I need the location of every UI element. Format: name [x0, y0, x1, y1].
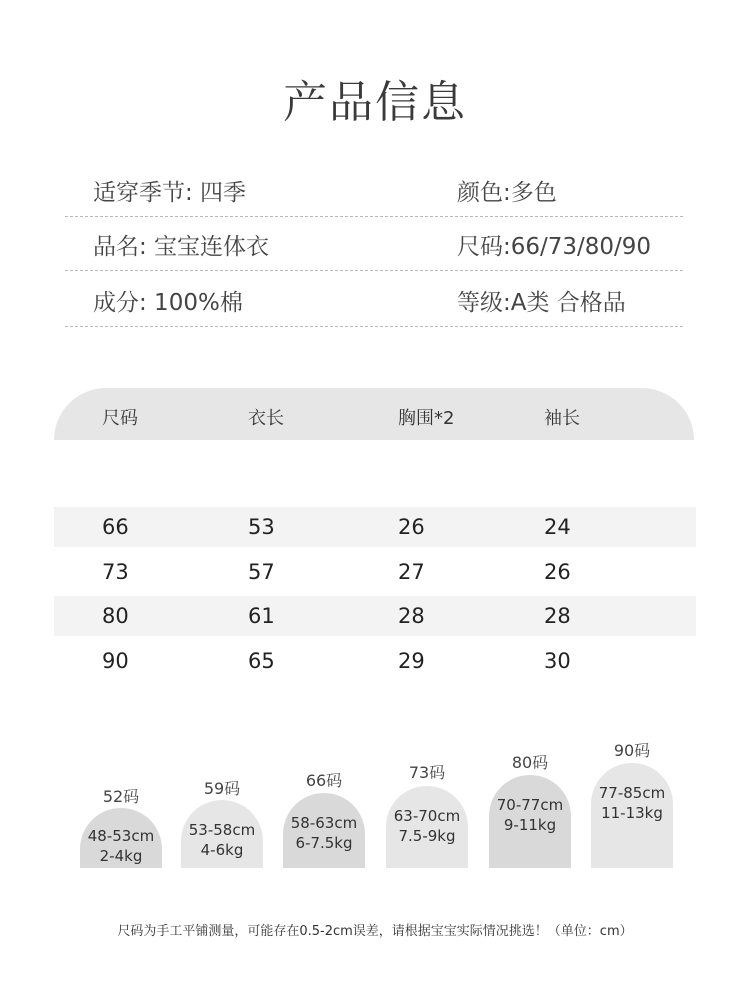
size-dome [80, 808, 162, 868]
table-cell: 65 [248, 649, 275, 673]
size-label: 52码 [102, 787, 140, 806]
table-cell: 26 [398, 515, 425, 539]
size-dome [386, 786, 468, 868]
table-cell: 28 [398, 604, 425, 628]
size-label: 80码 [511, 753, 549, 772]
header-chest: 胸围*2 [398, 408, 455, 429]
header-length: 衣长 [248, 408, 284, 429]
page-title: 产品信息 [283, 77, 467, 128]
table-cell: 27 [398, 560, 425, 584]
info-season: 适穿季节: 四季 [93, 180, 247, 206]
table-row [54, 641, 696, 681]
size-height: 53-58cm [188, 821, 256, 839]
size-height: 70-77cm [496, 796, 564, 814]
size-weight: 2-4kg [99, 847, 143, 865]
table-cell: 61 [248, 604, 275, 628]
info-sizes: 尺码:66/73/80/90 [457, 234, 652, 260]
size-weight: 11-13kg [601, 804, 663, 822]
table-cell: 24 [544, 515, 571, 539]
table-cell: 28 [544, 604, 571, 628]
table-cell: 53 [248, 515, 275, 539]
size-weight: 9-11kg [503, 816, 557, 834]
size-height: 58-63cm [290, 814, 358, 832]
header-size: 尺码 [102, 408, 138, 429]
size-dome [181, 800, 263, 868]
table-cell: 66 [102, 515, 129, 539]
table-cell: 80 [102, 604, 129, 628]
size-height: 77-85cm [598, 784, 666, 802]
info-color: 颜色:多色 [457, 180, 557, 206]
info-row-season [65, 168, 683, 217]
size-table-header [54, 388, 694, 440]
size-label: 73码 [408, 763, 446, 782]
info-grade: 等级:A类 合格品 [457, 290, 626, 316]
size-dome [591, 763, 673, 868]
size-label: 66码 [305, 771, 343, 790]
table-cell: 29 [398, 649, 425, 673]
size-weight: 7.5-9kg [398, 827, 456, 845]
table-cell: 57 [248, 560, 275, 584]
table-cell: 26 [544, 560, 571, 584]
size-label: 59码 [203, 779, 241, 798]
table-row [54, 507, 696, 547]
table-row [54, 552, 696, 592]
table-cell: 30 [544, 649, 571, 673]
header-sleeve: 袖长 [544, 408, 580, 429]
size-height: 63-70cm [393, 807, 461, 825]
size-label: 90码 [613, 741, 651, 760]
size-dome [489, 775, 571, 868]
size-weight: 4-6kg [200, 841, 244, 859]
info-product-name: 品名: 宝宝连体衣 [93, 234, 270, 260]
info-row-material [65, 278, 683, 327]
measurement-note: 尺码为手工平铺测量，可能存在0.5-2cm误差，请根据宝宝实际情况挑选！（单位：cm） [117, 924, 633, 939]
info-row-name [65, 222, 683, 271]
size-dome [283, 793, 365, 868]
table-row [54, 596, 696, 636]
size-height: 48-53cm [87, 827, 155, 845]
table-cell: 90 [102, 649, 129, 673]
size-weight: 6-7.5kg [295, 834, 353, 852]
table-cell: 73 [102, 560, 129, 584]
info-material: 成分: 100%棉 [93, 290, 243, 316]
